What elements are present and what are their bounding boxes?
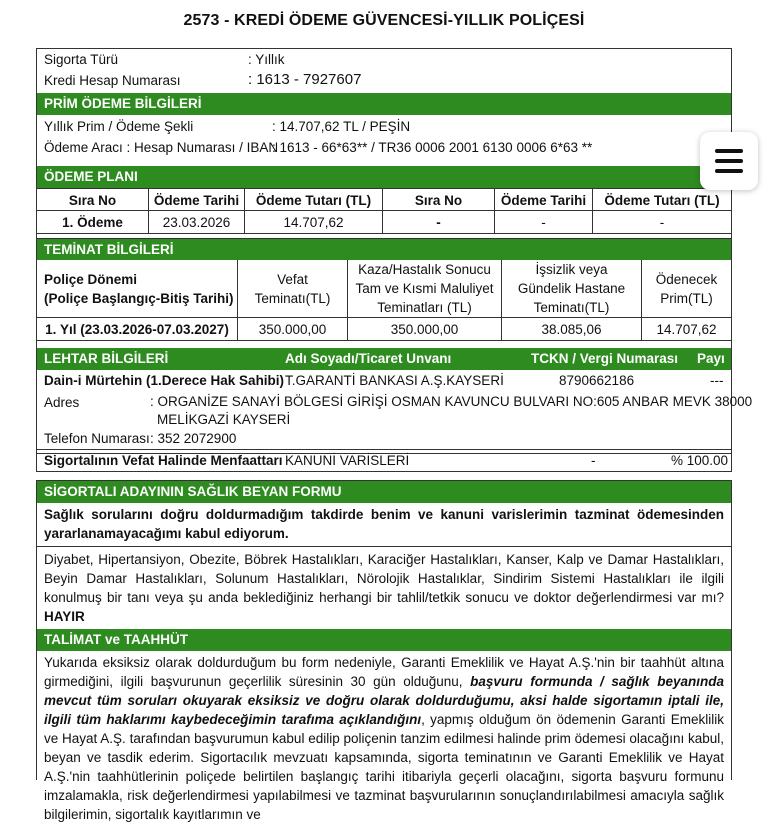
pledgee-name: T.GARANTİ BANKASI A.Ş.KAYSERİ	[285, 373, 504, 388]
plan-col-seq-2: Sıra No	[383, 189, 495, 211]
menu-button[interactable]	[700, 132, 758, 190]
plan-col-date-1: Ödeme Tarihi	[149, 189, 245, 211]
instruction-text-bold: başvuru formunda / sağlık beyanında mevcut tüm soruları okuyarak eksiksiz ve doğru olarak doldurduğumu, aksi halde sigortamın iptali ile, ilgili tüm haklarımı kaybedeceğimin tarafıma açıklandığını	[44, 674, 724, 727]
coverage-col-premium: Ödenecek Prim(TL)	[655, 271, 718, 306]
heir-label: Sigortalının Vefat Halinde Menfaattarı	[44, 453, 283, 468]
credit-account-value: : 1613 - 7927607	[248, 71, 362, 88]
payment-plan-header: ÖDEME PLANI	[37, 166, 731, 188]
coverage-period-line1: Poliçe Dönemi	[44, 271, 138, 287]
premium-header: PRİM ÖDEME BİLGİLERİ	[37, 93, 731, 115]
coverage-cell-unemployment: 38.085,06	[502, 318, 642, 341]
plan-cell-amount-1: 14.707,62	[245, 211, 383, 234]
payment-tool-label: Ödeme Aracı : Hesap Numarası / IBAN	[44, 140, 279, 155]
payment-tool-value: : 1613 - 66*63** / TR36 0006 2001 6130 0006 6*63 **	[272, 140, 593, 155]
plan-col-amount-2: Ödeme Tutarı (TL)	[604, 192, 720, 208]
address-value: : ORGANİZE SANAYİ BÖLGESİ GİRİŞİ OSMAN KAVUNCU BULVARI NO:605 ANBAR MEVK 38000	[150, 394, 753, 409]
instruction-text	[37, 651, 731, 824]
plan-col-amount-1: Ödeme Tutarı (TL)	[245, 189, 383, 211]
insurance-type-label: Sigorta Türü	[44, 52, 119, 67]
beneficiary-header-tckn: TCKN / Vergi Numarası	[531, 351, 679, 366]
plan-cell-seq-1: 1. Ödeme	[37, 211, 149, 234]
coverage-col-death: Vefat Teminatı(TL)	[238, 260, 348, 317]
beneficiary-header-name: Adı Soyadı/Ticaret Unvanı	[285, 351, 452, 366]
coverage-col-unemployment: İşsizlik veya Gündelik Hastane Teminatı(TL)	[502, 260, 642, 317]
coverage-cell-period: 1. Yıl (23.03.2026-07.03.2027)	[37, 318, 238, 341]
policy-info-section	[36, 48, 753, 454]
coverage-header: TEMİNAT BİLGİLERİ	[37, 238, 731, 260]
insurance-type-value: : Yıllık	[248, 52, 285, 67]
plan-cell-seq-2: -	[383, 211, 495, 234]
coverage-cell-disability: 350.000,00	[348, 318, 502, 341]
health-warning: Sağlık sorularını doğru doldurmadığım takdirde benim ve kanuni varislerimin tazminat ödemesinden yararlanamayacağımı kabul ediyorum.	[37, 503, 731, 547]
health-header: SİGORTALI ADAYININ SAĞLIK BEYAN FORMU	[37, 481, 731, 503]
beneficiary-header-title: LEHTAR BİLGİLERİ	[44, 351, 169, 366]
heir-share: % 100.00	[671, 453, 729, 468]
coverage-header-row	[37, 260, 731, 317]
hamburger-icon-bar	[715, 169, 743, 173]
instruction-text-a: Yukarıda eksiksiz olarak doldurduğum bu form nedeniyle, Garanti Emeklilik ve Hayat A.Ş.'nin bir taahhüt altına girmediğini, ilgili başvurunun geçerlilik süresinin 30 gün olduğunu,	[44, 655, 724, 689]
health-question: Diyabet, Hipertansiyon, Obezite, Böbrek Hastalıkları, Karaciğer Hastalıkları, Kanser, Kalp ve Damar Hastalıkları, Beyin Damar Hastalıkları, Solunum Hastalıkları, Nörolojik Hastalıklar, Sindirim Sistemi Hastalıkları ile ilgili konulmuş bir tanı veya şu anda beklediğiniz herhangi bir tahlil/tetkik sonucu ve doktor değerlendirmesi var mı?	[44, 552, 724, 605]
coverage-col-period	[37, 260, 238, 317]
heir-tckn: -	[591, 453, 596, 468]
plan-col-date-2: Ödeme Tarihi	[495, 189, 593, 211]
plan-cell-date-2: -	[495, 211, 593, 234]
payment-plan-row	[37, 210, 731, 234]
instruction-header: TALİMAT ve TAAHHÜT	[37, 629, 731, 651]
pledgee-share: ---	[710, 373, 724, 388]
credit-account-label: Kredi Hesap Numarası	[44, 73, 181, 88]
coverage-row	[37, 317, 731, 341]
address-value-line2: MELİKGAZİ KAYSERİ	[157, 412, 291, 427]
hamburger-icon-bar	[715, 149, 743, 153]
address-label: Adres	[44, 395, 80, 410]
health-question-block	[37, 547, 731, 629]
coverage-col-disability: Kaza/Hastalık Sonucu Tam ve Kısmi Maluliyet Teminatları (TL)	[348, 260, 502, 317]
health-section	[36, 480, 732, 822]
phone-value: : 352 2072900	[150, 431, 237, 446]
coverage-cell-death: 350.000,00	[238, 318, 348, 341]
plan-cell-amount-2: -	[659, 215, 665, 230]
hamburger-icon-bar	[715, 159, 743, 163]
annual-premium-label: Yıllık Prim / Ödeme Şekli	[44, 119, 194, 134]
heir-name: KANUNİ VARİSLERİ	[285, 453, 410, 468]
plan-col-seq-1: Sıra No	[37, 189, 149, 211]
document-title: 2573 - KREDİ ÖDEME GÜVENCESİ-YILLIK POLİÇESİ	[183, 12, 585, 29]
beneficiary-header	[37, 348, 731, 370]
payment-plan-header-row	[37, 188, 731, 211]
coverage-period-line2: (Poliçe Başlangıç-Bitiş Tarihi)	[44, 290, 234, 306]
heir-section	[36, 449, 732, 472]
annual-premium-value: : 14.707,62 TL / PEŞİN	[272, 119, 411, 134]
instruction-text-b: , yapmış olduğum ön ödemenin Garanti Emeklilik ve Hayat A.Ş. tarafından başvurumun kabul edilip poliçenin tanzim edilmesi halinde prim ödemesi olacağını kabul, beyan ve tasdik ederim. Sigortacılık mevzuatı kapsamında, sigorta teminatının ve Garanti Emeklilik ve Hayat A.Ş.'nin taahhütlerinin poliçede belirtilen başlangıç tarihi itibariyla geçerli olacağını, sigorta başvuru formunu imzalamakla, risk değerlendirmesi yapılabilmesi ve tazminat başvurularının sonuçlandırılabilmesi amacıyla sağlık bilgilerimin, sigortalık kayıtlarımın ve	[44, 712, 725, 822]
health-answer: HAYIR	[44, 609, 85, 624]
pledgee-label: Dain-i Mürtehin (1.Derece Hak Sahibi)	[44, 373, 285, 388]
phone-label: Telefon Numarası	[44, 431, 150, 446]
pledgee-tckn: 8790662186	[559, 373, 635, 388]
plan-cell-date-1: 23.03.2026	[149, 211, 245, 234]
coverage-cell-premium: 14.707,62	[656, 322, 717, 337]
beneficiary-header-share: Payı	[697, 351, 725, 366]
